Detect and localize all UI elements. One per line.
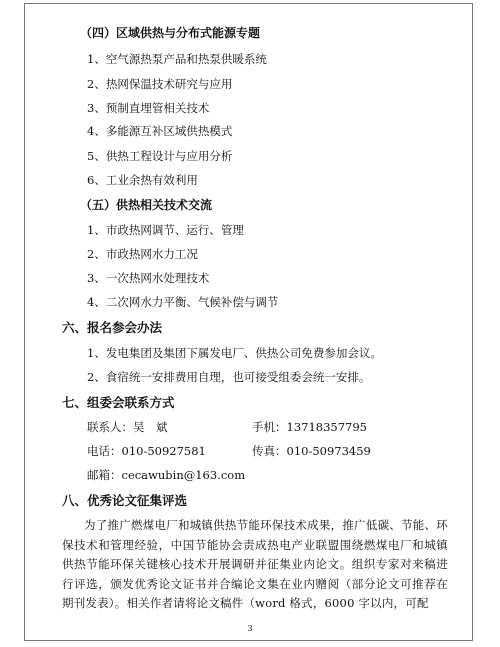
contact-email: 邮箱：cecawubin@163.com xyxy=(87,468,246,482)
section5-item-4: 4、二次网水力平衡、气候补偿与调节 xyxy=(87,295,279,309)
section4-item-4: 4、多能源互补区域供热模式 xyxy=(87,124,233,138)
section6-item-1: 1、发电集团及集团下属发电厂、供热公司免费参加会议。 xyxy=(87,346,382,360)
page-number: 3 xyxy=(247,624,253,633)
section6-item-2: 2、食宿统一安排费用自理，也可接受组委会统一安排。 xyxy=(87,370,371,384)
section5-heading: （五）供热相关技术交流 xyxy=(80,198,213,212)
contact-person: 联系人：吴 斌 xyxy=(87,420,168,434)
section4-item-2: 2、热网保温技术研究与应用 xyxy=(87,77,233,91)
section4-item-3: 3、预制直埋管相关技术 xyxy=(87,101,210,115)
section4-item-6: 6、工业余热有效利用 xyxy=(87,173,198,187)
contact-fax: 传真：010-50973459 xyxy=(252,444,371,458)
section4-item-1: 1、空气源热泵产品和热泵供暖系统 xyxy=(87,52,267,66)
section4-item-5: 5、供热工程设计与应用分析 xyxy=(87,149,233,163)
section8-heading: 八、优秀论文征集评选 xyxy=(62,493,188,508)
contact-phone: 电话：010-50927581 xyxy=(87,444,206,458)
section5-item-2: 2、市政热网水力工况 xyxy=(87,247,198,261)
section5-item-1: 1、市政热网调节、运行、管理 xyxy=(87,223,244,237)
section4-heading: （四）区域供热与分布式能源专题 xyxy=(80,26,261,40)
contact-mobile: 手机：13718357795 xyxy=(252,420,367,434)
section5-item-3: 3、一次热网水处理技术 xyxy=(87,271,210,285)
section7-heading: 七、组委会联系方式 xyxy=(62,395,175,410)
section6-heading: 六、报名参会办法 xyxy=(62,320,163,335)
section8-paragraph: 为了推广燃煤电厂和城镇供热节能环保技术成果，推广低碳、节能、环保技术和管理经验，中国节能协会责成热电产业联盟围绕燃煤电厂和城镇供热节能环保关键核心技术开展调研并征集业内论文。组织专家对来稿进行评选，颁发优秀论文证书并合编论文集在业内赠阅（部分论文可推荐在期刊发表）。相关作者请将论文稿件（word 格式，6000 字以内，可配 xyxy=(62,518,448,610)
